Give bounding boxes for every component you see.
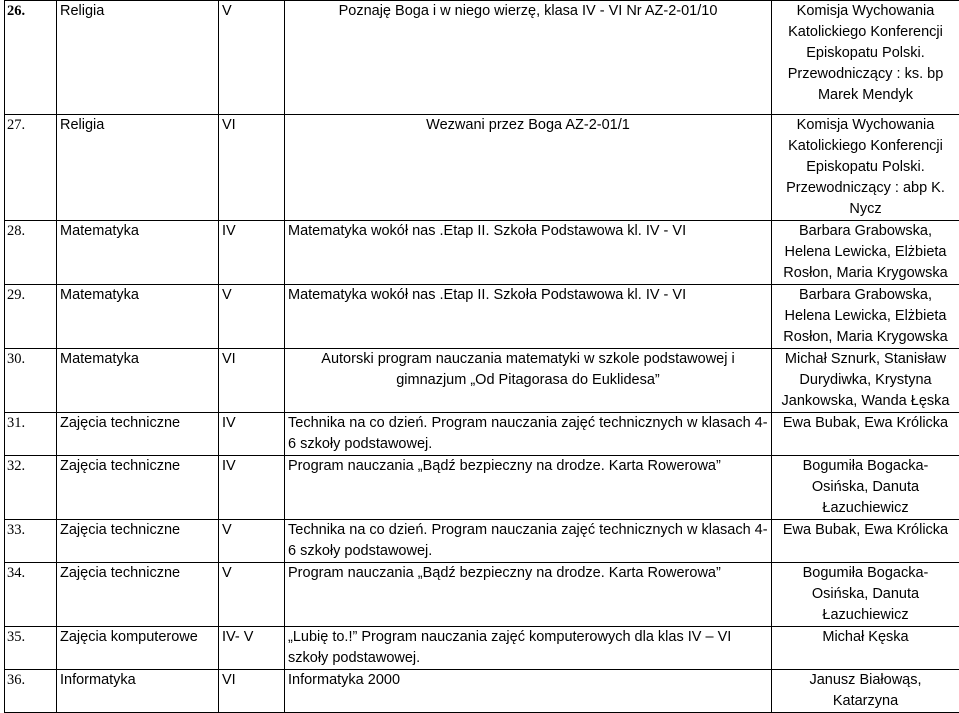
class-cell: IV- V bbox=[219, 627, 285, 670]
table-row bbox=[5, 520, 959, 563]
class-cell: VI bbox=[219, 670, 285, 713]
subject-cell: Informatyka bbox=[57, 670, 219, 713]
table-row bbox=[5, 456, 959, 520]
table-row bbox=[5, 285, 959, 349]
row-number: 27. bbox=[5, 115, 57, 221]
author-cell: Komisja Wychowania Katolickiego Konferencji Episkopatu Polski. Przewodniczący : ks. bp Marek Mendyk bbox=[772, 1, 959, 115]
program-title-cell: Informatyka 2000 bbox=[285, 670, 772, 713]
row-number: 26. bbox=[5, 1, 57, 115]
subject-cell: Religia bbox=[57, 115, 219, 221]
class-cell: IV bbox=[219, 413, 285, 456]
subject-cell: Zajęcia techniczne bbox=[57, 563, 219, 627]
program-title-cell: Technika na co dzień. Program nauczania zajęć technicznych w klasach 4-6 szkoły podstawowej. bbox=[285, 520, 772, 563]
table-row bbox=[5, 221, 959, 285]
subject-cell: Matematyka bbox=[57, 285, 219, 349]
program-title-cell: Wezwani przez Boga AZ-2-01/1 bbox=[285, 115, 772, 221]
author-cell: Janusz Białowąs, Katarzyna bbox=[772, 670, 959, 713]
row-number: 30. bbox=[5, 349, 57, 413]
row-number: 32. bbox=[5, 456, 57, 520]
subject-cell: Religia bbox=[57, 1, 219, 115]
author-cell: Bogumiła Bogacka-Osińska, Danuta Łazuchiewicz bbox=[772, 563, 959, 627]
table-row bbox=[5, 115, 959, 221]
subject-cell: Zajęcia techniczne bbox=[57, 413, 219, 456]
table-row bbox=[5, 1, 959, 115]
row-number: 31. bbox=[5, 413, 57, 456]
row-number: 28. bbox=[5, 221, 57, 285]
program-title-cell: „Lubię to.!” Program nauczania zajęć komputerowych dla klas IV – VI szkoły podstawowej. bbox=[285, 627, 772, 670]
subject-cell: Zajęcia techniczne bbox=[57, 456, 219, 520]
row-number: 33. bbox=[5, 520, 57, 563]
program-title-cell: Technika na co dzień. Program nauczania zajęć technicznych w klasach 4-6 szkoły podstawowej. bbox=[285, 413, 772, 456]
curriculum-table bbox=[4, 0, 959, 713]
author-cell: Michał Sznurk, Stanisław Durydiwka, Krystyna Jankowska, Wanda Łęska bbox=[772, 349, 959, 413]
program-title-cell: Matematyka wokół nas .Etap II. Szkoła Podstawowa kl. IV - VI bbox=[285, 221, 772, 285]
table-row bbox=[5, 670, 959, 713]
author-cell: Barbara Grabowska, Helena Lewicka, Elżbieta Rosłon, Maria Krygowska bbox=[772, 221, 959, 285]
row-number: 34. bbox=[5, 563, 57, 627]
class-cell: V bbox=[219, 285, 285, 349]
row-number: 29. bbox=[5, 285, 57, 349]
author-cell: Barbara Grabowska, Helena Lewicka, Elżbieta Rosłon, Maria Krygowska bbox=[772, 285, 959, 349]
author-cell: Komisja Wychowania Katolickiego Konferencji Episkopatu Polski. Przewodniczący : abp K. Nycz bbox=[772, 115, 959, 221]
row-number: 36. bbox=[5, 670, 57, 713]
class-cell: IV bbox=[219, 456, 285, 520]
author-cell: Ewa Bubak, Ewa Królicka bbox=[772, 520, 959, 563]
class-cell: IV bbox=[219, 221, 285, 285]
program-title-cell: Poznaję Boga i w niego wierzę, klasa IV - VI Nr AZ-2-01/10 bbox=[285, 1, 772, 115]
class-cell: VI bbox=[219, 115, 285, 221]
author-cell: Ewa Bubak, Ewa Królicka bbox=[772, 413, 959, 456]
class-cell: V bbox=[219, 563, 285, 627]
table-row bbox=[5, 627, 959, 670]
row-number: 35. bbox=[5, 627, 57, 670]
program-title-cell: Program nauczania „Bądź bezpieczny na drodze. Karta Rowerowa” bbox=[285, 456, 772, 520]
subject-cell: Matematyka bbox=[57, 349, 219, 413]
subject-cell: Zajęcia techniczne bbox=[57, 520, 219, 563]
table-row bbox=[5, 563, 959, 627]
program-title-cell: Program nauczania „Bądź bezpieczny na drodze. Karta Rowerowa” bbox=[285, 563, 772, 627]
table-row bbox=[5, 413, 959, 456]
subject-cell: Zajęcia komputerowe bbox=[57, 627, 219, 670]
class-cell: VI bbox=[219, 349, 285, 413]
program-title-cell: Matematyka wokół nas .Etap II. Szkoła Podstawowa kl. IV - VI bbox=[285, 285, 772, 349]
class-cell: V bbox=[219, 1, 285, 115]
table-row bbox=[5, 349, 959, 413]
author-cell: Michał Kęska bbox=[772, 627, 959, 670]
author-cell: Bogumiła Bogacka-Osińska, Danuta Łazuchiewicz bbox=[772, 456, 959, 520]
class-cell: V bbox=[219, 520, 285, 563]
program-title-cell: Autorski program nauczania matematyki w szkole podstawowej i gimnazjum „Od Pitagorasa do Euklidesa” bbox=[285, 349, 772, 413]
subject-cell: Matematyka bbox=[57, 221, 219, 285]
